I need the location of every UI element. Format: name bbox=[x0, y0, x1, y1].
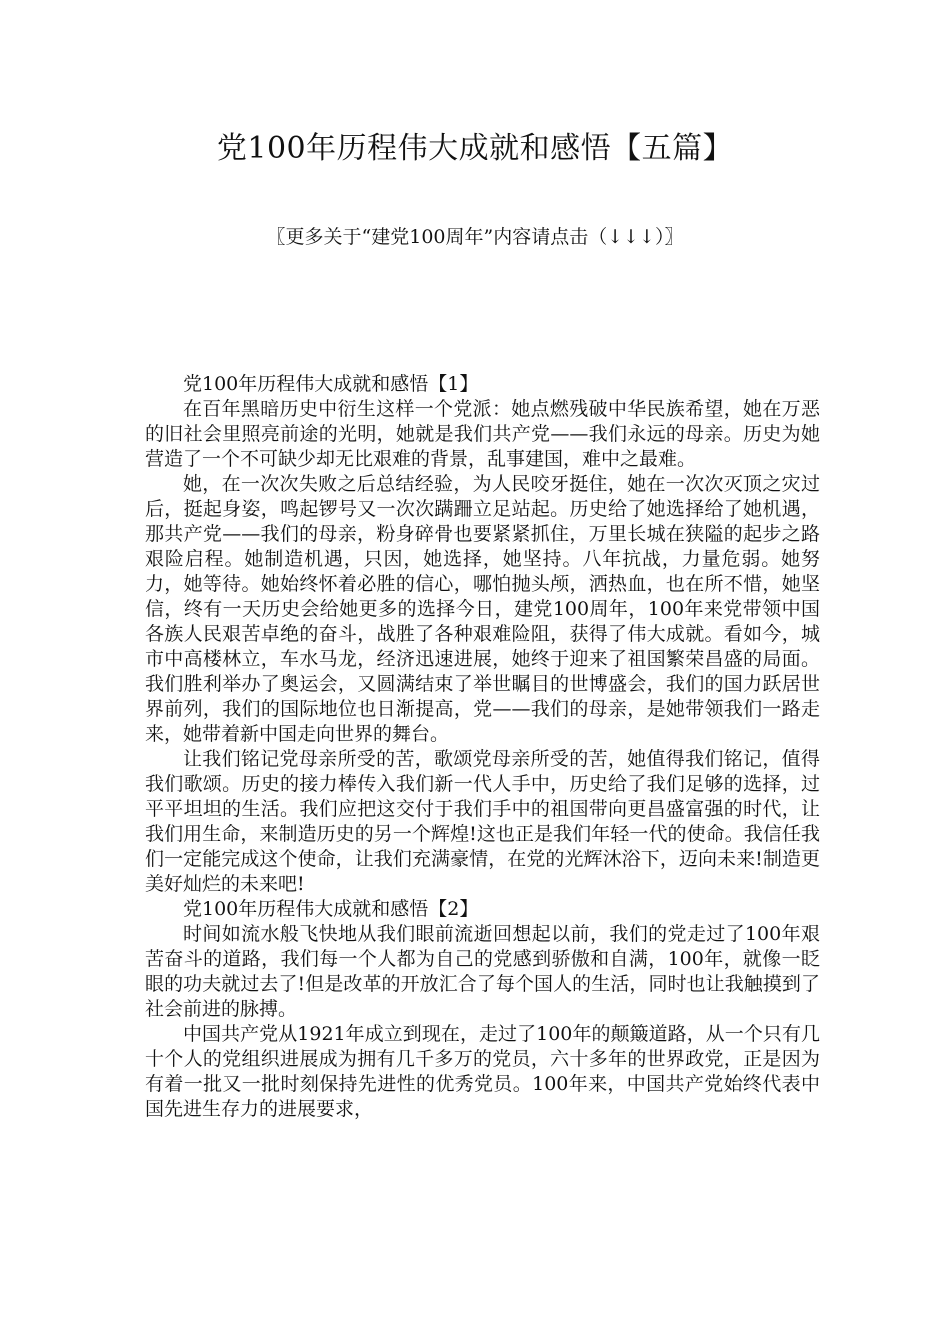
paragraph: 她，在一次次失败之后总结经验，为人民咬牙挺住，她在一次次灭顶之灾过后，挺起身姿，鸣起锣号又一次次蹒跚立足站起。历史给了她选择给了她机遇，那共产党——我们的母亲，粉身碎骨也要紧紧抓住，万里长城在狭隘的起步之路艰险启程。她制造机遇，只因，她选择，她坚持。八年抗战，力量危弱。她努力，她等待。她始终怀着必胜的信心，哪怕抛头颅，洒热血，也在所不惜，她坚信，终有一天历史会给她更多的选择今日，建党100周年，100年来党带领中国各族人民艰苦卓绝的奋斗，战胜了各种艰难险阻，获得了伟大成就。看如今，城市中高楼林立，车水马龙，经济迅速进展，她终于迎来了祖国繁荣昌盛的局面。我们胜利举办了奥运会，又圆满结束了举世瞩目的世博盛会，我们的国力跃居世界前列，我们的国际地位也日渐提高，党——我们的母亲，是她带领我们一路走来，她带着新中国走向世界的舞台。 bbox=[145, 473, 820, 745]
document-body bbox=[145, 372, 820, 1122]
section-heading: 党100年历程伟大成就和感悟【1】 bbox=[183, 373, 479, 395]
paragraph: 在百年黑暗历史中衍生这样一个党派：她点燃残破中华民族希望，她在万恶的旧社会里照亮前途的光明，她就是我们共产党——我们永远的母亲。历史为她营造了一个不可缺少却无比艰难的背景，乱事建国，难中之最难。 bbox=[145, 398, 820, 470]
paragraph: 中国共产党从1921年成立到现在，走过了100年的颠簸道路，从一个只有几十个人的党组织进展成为拥有几千多万的党员，六十多年的世界政党，正是因为有着一批又一批时刻保持先进性的优秀党员。100年来，中国共产党始终代表中国先进生存力的进展要求， bbox=[145, 1023, 820, 1120]
paragraph: 时间如流水般飞快地从我们眼前流逝回想起以前，我们的党走过了100年艰苦奋斗的道路，我们每一个人都为自己的党感到骄傲和自满，100年，就像一眨眼的功夫就过去了!但是改革的开放汇合了每个国人的生活，同时也让我触摸到了社会前进的脉搏。 bbox=[145, 923, 820, 1020]
page-title: 党100年历程伟大成就和感悟【五篇】 bbox=[216, 131, 734, 166]
section-heading: 党100年历程伟大成就和感悟【2】 bbox=[183, 898, 479, 920]
more-content-link[interactable]: 〖更多关于“建党100周年”内容请点击（↓↓↓）〗 bbox=[266, 226, 684, 248]
paragraph: 让我们铭记党母亲所受的苦，歌颂党母亲所受的苦，她值得我们铭记，值得我们歌颂。历史的接力棒传入我们新一代人手中，历史给了我们足够的选择，过平平坦坦的生活。我们应把这交付于我们手中的祖国带向更昌盛富强的时代，让我们用生命，来制造历史的另一个辉煌!这也正是我们年轻一代的使命。我信任我们一定能完成这个使命，让我们充满豪情，在党的光辉沐浴下，迈向未来!制造更美好灿烂的未来吧! bbox=[145, 748, 820, 895]
